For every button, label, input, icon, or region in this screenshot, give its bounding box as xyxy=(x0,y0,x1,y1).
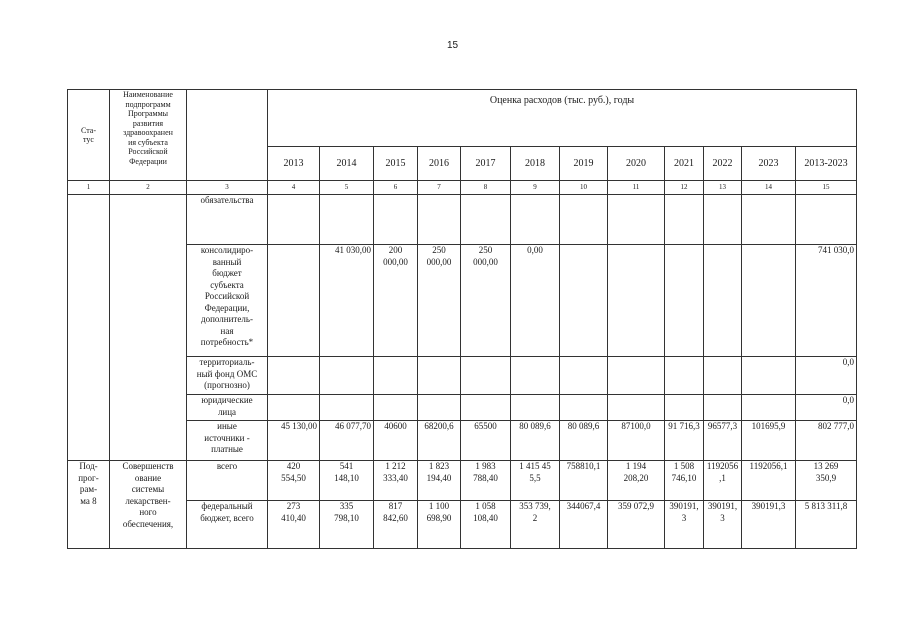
header-row xyxy=(68,90,857,147)
source-cell: обязательства xyxy=(187,195,268,245)
subprogram-name: Совершенств ование системы лекарствен- ного обеспечения, xyxy=(110,461,187,549)
value-cell: 390191,3 xyxy=(742,501,796,549)
table-row xyxy=(68,395,857,421)
value-cell: 1 823 194,40 xyxy=(418,461,461,501)
year-header: 2017 xyxy=(461,147,511,181)
value-cell: 91 716,3 xyxy=(665,421,704,461)
value-cell: 802 777,0 xyxy=(796,421,857,461)
column-number: 2 xyxy=(110,181,187,195)
value-cell: 46 077,70 xyxy=(320,421,374,461)
value-cell: 96577,3 xyxy=(704,421,742,461)
year-header: 2022 xyxy=(704,147,742,181)
value-cell xyxy=(665,395,704,421)
column-number: 6 xyxy=(374,181,418,195)
estimate-header: Оценка расходов (тыс. руб.), годы xyxy=(268,90,857,147)
year-header: 2016 xyxy=(418,147,461,181)
value-cell: 273 410,40 xyxy=(268,501,320,549)
value-cell xyxy=(742,357,796,395)
value-cell xyxy=(608,357,665,395)
column-number: 9 xyxy=(511,181,560,195)
value-cell: 1 983 788,40 xyxy=(461,461,511,501)
value-cell xyxy=(374,395,418,421)
value-cell xyxy=(704,395,742,421)
value-cell xyxy=(320,357,374,395)
table-row xyxy=(68,357,857,395)
value-cell: 101695,9 xyxy=(742,421,796,461)
value-cell: 390191, 3 xyxy=(665,501,704,549)
column-number: 12 xyxy=(665,181,704,195)
source-cell: всего xyxy=(187,461,268,501)
value-cell xyxy=(511,395,560,421)
table-row xyxy=(68,501,857,549)
source-cell: иные источники - платные xyxy=(187,421,268,461)
column-number: 3 xyxy=(187,181,268,195)
table-row xyxy=(68,461,857,501)
status-header: Ста- тус xyxy=(68,90,110,181)
value-cell: 45 130,00 xyxy=(268,421,320,461)
value-cell: 359 072,9 xyxy=(608,501,665,549)
subprogram-cell xyxy=(110,195,187,461)
value-cell xyxy=(560,245,608,357)
value-cell: 0,0 xyxy=(796,395,857,421)
value-cell: 40600 xyxy=(374,421,418,461)
status-cell xyxy=(68,195,110,461)
value-cell: 13 269 350,9 xyxy=(796,461,857,501)
column-number: 4 xyxy=(268,181,320,195)
table-row xyxy=(68,245,857,357)
column-number: 14 xyxy=(742,181,796,195)
value-cell xyxy=(560,395,608,421)
value-cell: 344067,4 xyxy=(560,501,608,549)
value-cell: 80 089,6 xyxy=(560,421,608,461)
value-cell: 41 030,00 xyxy=(320,245,374,357)
value-cell xyxy=(742,195,796,245)
source-cell: юридические лица xyxy=(187,395,268,421)
value-cell: 541 148,10 xyxy=(320,461,374,501)
value-cell xyxy=(608,395,665,421)
source-cell: консолидиро- ванный бюджет субъекта Российской Федерации, дополнитель- ная потребность* xyxy=(187,245,268,357)
value-cell xyxy=(560,195,608,245)
value-cell xyxy=(608,195,665,245)
value-cell xyxy=(418,395,461,421)
value-cell: 0,0 xyxy=(796,357,857,395)
value-cell: 1 508 746,10 xyxy=(665,461,704,501)
value-cell xyxy=(418,357,461,395)
value-cell: 353 739, 2 xyxy=(511,501,560,549)
value-cell xyxy=(461,395,511,421)
value-cell: 817 842,60 xyxy=(374,501,418,549)
value-cell: 758810,1 xyxy=(560,461,608,501)
year-header: 2020 xyxy=(608,147,665,181)
column-number: 5 xyxy=(320,181,374,195)
column-number: 8 xyxy=(461,181,511,195)
value-cell: 1 212 333,40 xyxy=(374,461,418,501)
value-cell xyxy=(268,245,320,357)
subprogram-header: Наименование подпрограмм Программы развития здравоохранен ия субъекта Российской Федерации xyxy=(110,90,187,181)
value-cell: 250 000,00 xyxy=(418,245,461,357)
value-cell: 80 089,6 xyxy=(511,421,560,461)
value-cell: 65500 xyxy=(461,421,511,461)
value-cell xyxy=(268,395,320,421)
table-row xyxy=(68,195,857,245)
value-cell xyxy=(511,195,560,245)
value-cell xyxy=(704,357,742,395)
value-cell xyxy=(665,195,704,245)
year-header: 2023 xyxy=(742,147,796,181)
source-cell: федеральный бюджет, всего xyxy=(187,501,268,549)
value-cell xyxy=(608,245,665,357)
value-cell xyxy=(665,245,704,357)
value-cell xyxy=(461,195,511,245)
value-cell: 335 798,10 xyxy=(320,501,374,549)
value-cell: 390191, 3 xyxy=(704,501,742,549)
value-cell xyxy=(511,357,560,395)
value-cell: 1 194 208,20 xyxy=(608,461,665,501)
value-cell xyxy=(742,245,796,357)
value-cell: 741 030,0 xyxy=(796,245,857,357)
value-cell xyxy=(268,195,320,245)
column-number: 11 xyxy=(608,181,665,195)
value-cell: 1192056 ,1 xyxy=(704,461,742,501)
year-header: 2018 xyxy=(511,147,560,181)
column-numbers-row xyxy=(68,181,857,195)
value-cell xyxy=(704,245,742,357)
value-cell: 0,00 xyxy=(511,245,560,357)
year-header: 2021 xyxy=(665,147,704,181)
source-cell: территориаль- ный фонд ОМС (прогнозно) xyxy=(187,357,268,395)
value-cell: 1192056,1 xyxy=(742,461,796,501)
value-cell xyxy=(665,357,704,395)
value-cell: 1 415 45 5,5 xyxy=(511,461,560,501)
value-cell: 87100,0 xyxy=(608,421,665,461)
value-cell xyxy=(560,357,608,395)
column-number: 10 xyxy=(560,181,608,195)
column-number: 13 xyxy=(704,181,742,195)
column-number: 15 xyxy=(796,181,857,195)
year-header: 2019 xyxy=(560,147,608,181)
column-number: 7 xyxy=(418,181,461,195)
value-cell xyxy=(320,395,374,421)
value-cell xyxy=(374,195,418,245)
value-cell: 5 813 311,8 xyxy=(796,501,857,549)
value-cell xyxy=(742,395,796,421)
year-header: 2013-2023 xyxy=(796,147,857,181)
year-header: 2014 xyxy=(320,147,374,181)
value-cell: 420 554,50 xyxy=(268,461,320,501)
year-header: 2013 xyxy=(268,147,320,181)
value-cell: 1 058 108,40 xyxy=(461,501,511,549)
value-cell xyxy=(320,195,374,245)
value-cell xyxy=(461,357,511,395)
value-cell: 200 000,00 xyxy=(374,245,418,357)
value-cell xyxy=(374,357,418,395)
budget-table xyxy=(67,89,857,549)
value-cell: 1 100 698,90 xyxy=(418,501,461,549)
value-cell: 250 000,00 xyxy=(461,245,511,357)
value-cell: 68200,6 xyxy=(418,421,461,461)
year-header: 2015 xyxy=(374,147,418,181)
column-number: 1 xyxy=(68,181,110,195)
subprogram-status: Под- прог- рам- ма 8 xyxy=(68,461,110,549)
table-row xyxy=(68,421,857,461)
value-cell xyxy=(268,357,320,395)
value-cell xyxy=(796,195,857,245)
page-number: 15 xyxy=(446,40,459,51)
source-header xyxy=(187,90,268,181)
value-cell xyxy=(704,195,742,245)
value-cell xyxy=(418,195,461,245)
